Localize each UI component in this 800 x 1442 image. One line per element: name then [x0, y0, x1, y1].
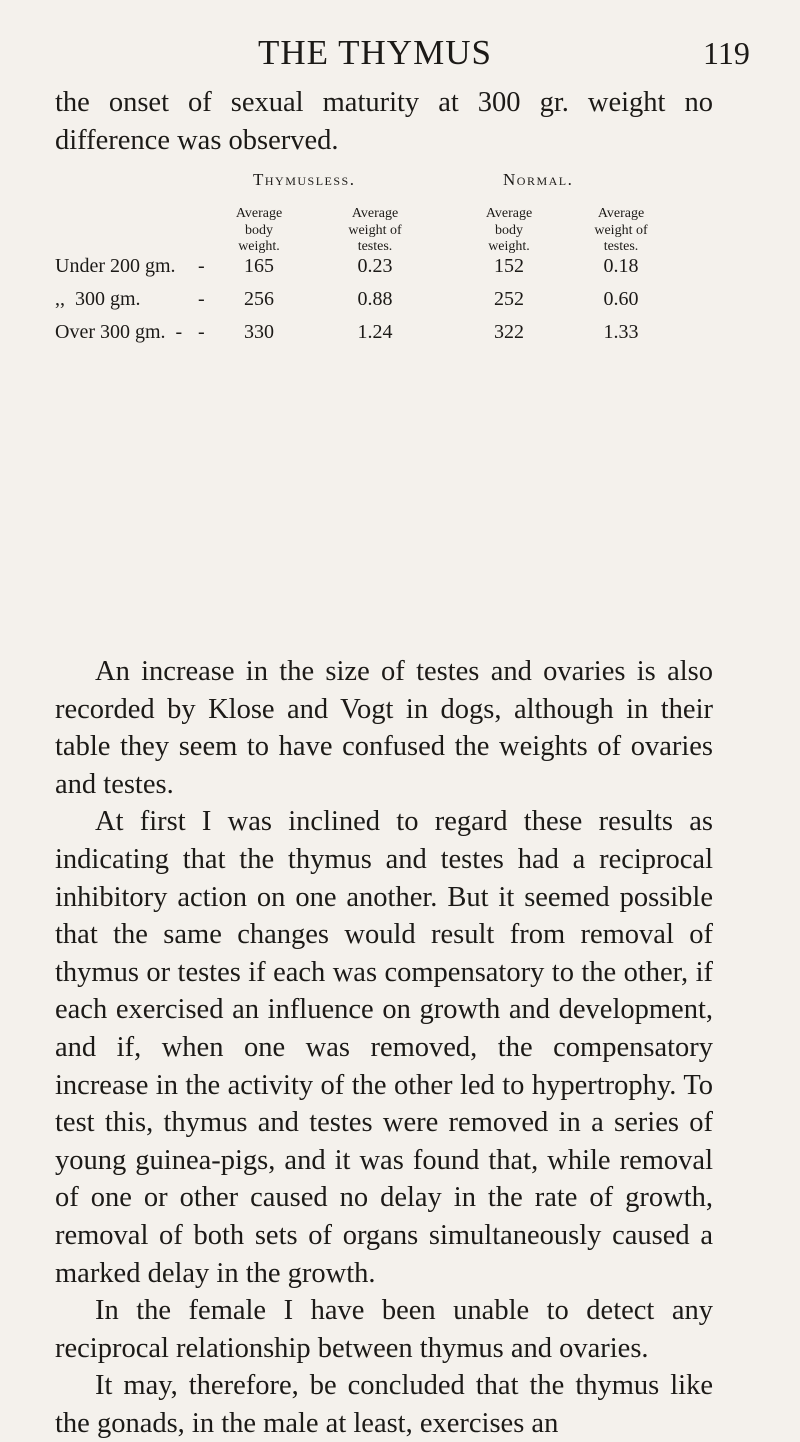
- paragraph: An increase in the size of testes and ovaries is also recorded by Klose and Vogt in dogs, although in their table they seem to have confused the weights of ovaries and testes.: [55, 656, 713, 800]
- table-cell: 256: [244, 288, 274, 310]
- body-text: [55, 653, 713, 1442]
- table-cell: 1.33: [603, 321, 639, 343]
- table-cell: 0.88: [357, 288, 393, 310]
- running-title: THE THYMUS: [258, 33, 492, 72]
- column-header: Average body weight.: [485, 206, 533, 254]
- group-header-normal: Normal.: [503, 170, 574, 189]
- column-header: Average weight of testes.: [594, 206, 648, 254]
- table-cell: 322: [494, 321, 524, 343]
- row-label: ,, 300 gm.: [55, 288, 141, 310]
- table-row: [55, 316, 715, 348]
- group-header-thymusless: Thymusless.: [253, 170, 356, 189]
- row-leader-dash: -: [198, 321, 205, 343]
- table-cell: 330: [244, 321, 274, 343]
- table-row: [55, 250, 715, 282]
- table-cell: 165: [244, 255, 274, 277]
- row-leader-dash: -: [198, 288, 205, 310]
- column-header: Average weight of testes.: [348, 206, 402, 254]
- paragraph: In the female I have been unable to detect any reciprocal relationship between thymus and ovaries.: [55, 1295, 713, 1364]
- table-cell: 0.23: [357, 255, 393, 277]
- table-cell: 0.60: [603, 288, 639, 310]
- paragraph-continuation: the onset of sexual maturity at 300 gr. weight no difference was observed.: [55, 87, 713, 156]
- table-cell: 1.24: [357, 321, 393, 343]
- row-leader-dash: -: [198, 255, 205, 277]
- running-head: [0, 30, 800, 80]
- table-cell: 252: [494, 288, 524, 310]
- page-number: 119: [703, 35, 750, 71]
- column-header: Average body weight.: [235, 206, 283, 254]
- paragraph: It may, therefore, be concluded that the thymus like the gonads, in the male at least, exercises an: [55, 1370, 713, 1439]
- table-row: [55, 283, 715, 315]
- paragraph: At first I was inclined to regard these results as indicating that the thymus and testes had a reciprocal inhibitory action on one another. But it seemed possible that the same changes would result from removal of thymus or testes if each was compensatory to the other, if each exercised an influence on growth and development, and if, when one was removed, the compensatory increase in the activity of the other led to hypertrophy. To test this, thymus and testes were removed in a series of young guinea-pigs, and it was found that, while removal of one or other caused no delay in the rate of growth, removal of both sets of organs simultaneously caused a marked delay in the growth.: [55, 806, 713, 1289]
- row-label: Under 200 gm.: [55, 255, 176, 277]
- row-label: Over 300 gm. -: [55, 321, 183, 343]
- table-cell: 152: [494, 255, 524, 277]
- table-cell: 0.18: [603, 255, 639, 277]
